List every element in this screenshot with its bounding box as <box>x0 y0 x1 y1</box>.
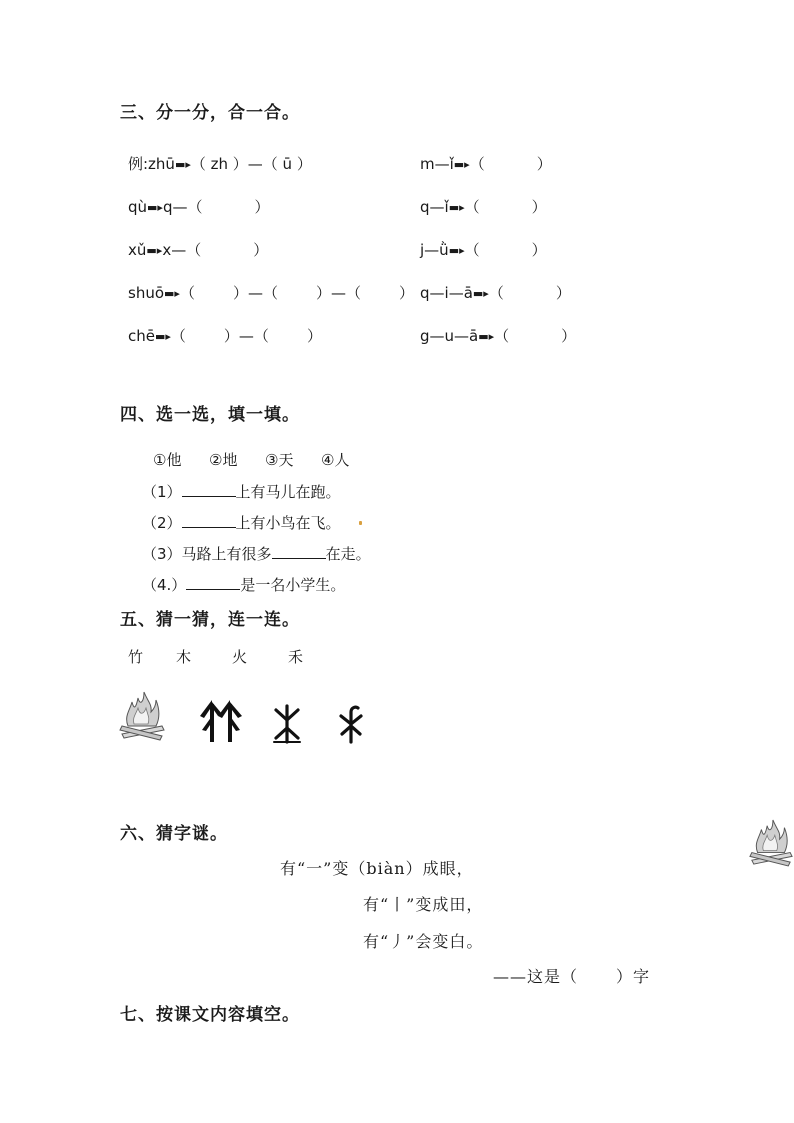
riddle-line-2: 有“丨”变成田， <box>363 895 484 914</box>
syllable: xǔ <box>128 241 147 259</box>
combine-row-4: q—i—ā▬▸（ ） <box>420 284 571 302</box>
fill-blank[interactable] <box>182 482 236 497</box>
parts: q—i—ā <box>420 284 473 302</box>
fill-item-3: （3）马路上有很多 在走。 <box>142 545 371 563</box>
grain-ancient-icon[interactable] <box>338 704 364 744</box>
fill-blank[interactable] <box>182 513 236 528</box>
option-2: ②地 <box>209 451 238 469</box>
split-row-4: shuō▬▸（ ）—（ ）—（ ） <box>128 284 414 302</box>
section6-heading: 六、猜字谜。 <box>120 824 228 844</box>
section7-heading: 七、按课文内容填空。 <box>120 1005 300 1025</box>
arrow-right-icon: ▬▸ <box>472 287 489 300</box>
answer-parens: （ zh ）—（ ū ） <box>190 155 312 173</box>
fill-blank[interactable] <box>186 575 240 590</box>
split-row-3: xǔ▬▸x—（ ） <box>128 241 269 259</box>
section5-heading: 五、猜一猜，连一连。 <box>120 610 300 630</box>
combine-row-5: g—u—ā▬▸（ ） <box>420 327 577 345</box>
arrow-right-icon: ▬▸ <box>154 330 171 343</box>
option-3: ③天 <box>265 451 294 469</box>
fill-blank[interactable] <box>272 544 326 559</box>
option-1: ①他 <box>153 451 182 469</box>
arrow-right-icon: ▬▸ <box>478 330 495 343</box>
fill-item-1: （1） 上有马儿在跑。 <box>142 483 341 501</box>
parts: g—u—ā <box>420 327 479 345</box>
fill-item-4: （4.） 是一名小学生。 <box>142 576 346 594</box>
char-bamboo: 竹 <box>128 648 144 666</box>
riddle-answer: ——这是（ ）字 <box>493 967 651 986</box>
fire-picture-icon <box>748 816 794 868</box>
riddle-line-1: 有“一”变（biàn）成眼， <box>280 859 474 878</box>
arrow-right-icon: ▬▸ <box>448 244 465 257</box>
stray-mark <box>359 521 362 525</box>
char-wood: 木 <box>176 648 192 666</box>
arrow-right-icon: ▬▸ <box>146 244 163 257</box>
section4-heading: 四、选一选，填一填。 <box>120 405 300 425</box>
bamboo-ancient-icon[interactable] <box>198 694 244 744</box>
arrow-right-icon: ▬▸ <box>448 201 465 214</box>
split-row-5: chē▬▸（ ）—（ ） <box>128 327 322 345</box>
syllable: 例:zhū <box>128 155 175 173</box>
split-row-2: qù▬▸q—（ ） <box>128 198 270 216</box>
section3-heading: 三、分一分，合一合。 <box>120 103 300 123</box>
parts: j—ǜ <box>420 241 449 259</box>
fire-picture-icon[interactable] <box>118 688 166 742</box>
char-fire: 火 <box>232 648 248 666</box>
fill-item-2: （2） 上有小鸟在飞。 <box>142 514 341 532</box>
syllable: shuō <box>128 284 165 302</box>
arrow-right-icon: ▬▸ <box>174 158 191 171</box>
syllable: qù <box>128 198 148 216</box>
riddle-line-3: 有“丿”会变白。 <box>363 932 484 951</box>
parts: q—ǐ <box>420 198 449 216</box>
arrow-right-icon: ▬▸ <box>164 287 180 300</box>
combine-row-3: j—ǜ▬▸（ ） <box>420 241 547 259</box>
option-4: ④人 <box>321 451 350 469</box>
arrow-right-icon: ▬▸ <box>147 201 163 214</box>
parts: m—ǐ <box>420 155 454 173</box>
wood-ancient-icon[interactable] <box>272 704 302 744</box>
combine-row-2: q—ǐ▬▸（ ） <box>420 198 547 216</box>
combine-row-1: m—ǐ▬▸（ ） <box>420 155 552 173</box>
arrow-right-icon: ▬▸ <box>453 158 470 171</box>
syllable: chē <box>128 327 155 345</box>
char-grain: 禾 <box>288 648 304 666</box>
split-row-1 <box>128 153 312 174</box>
